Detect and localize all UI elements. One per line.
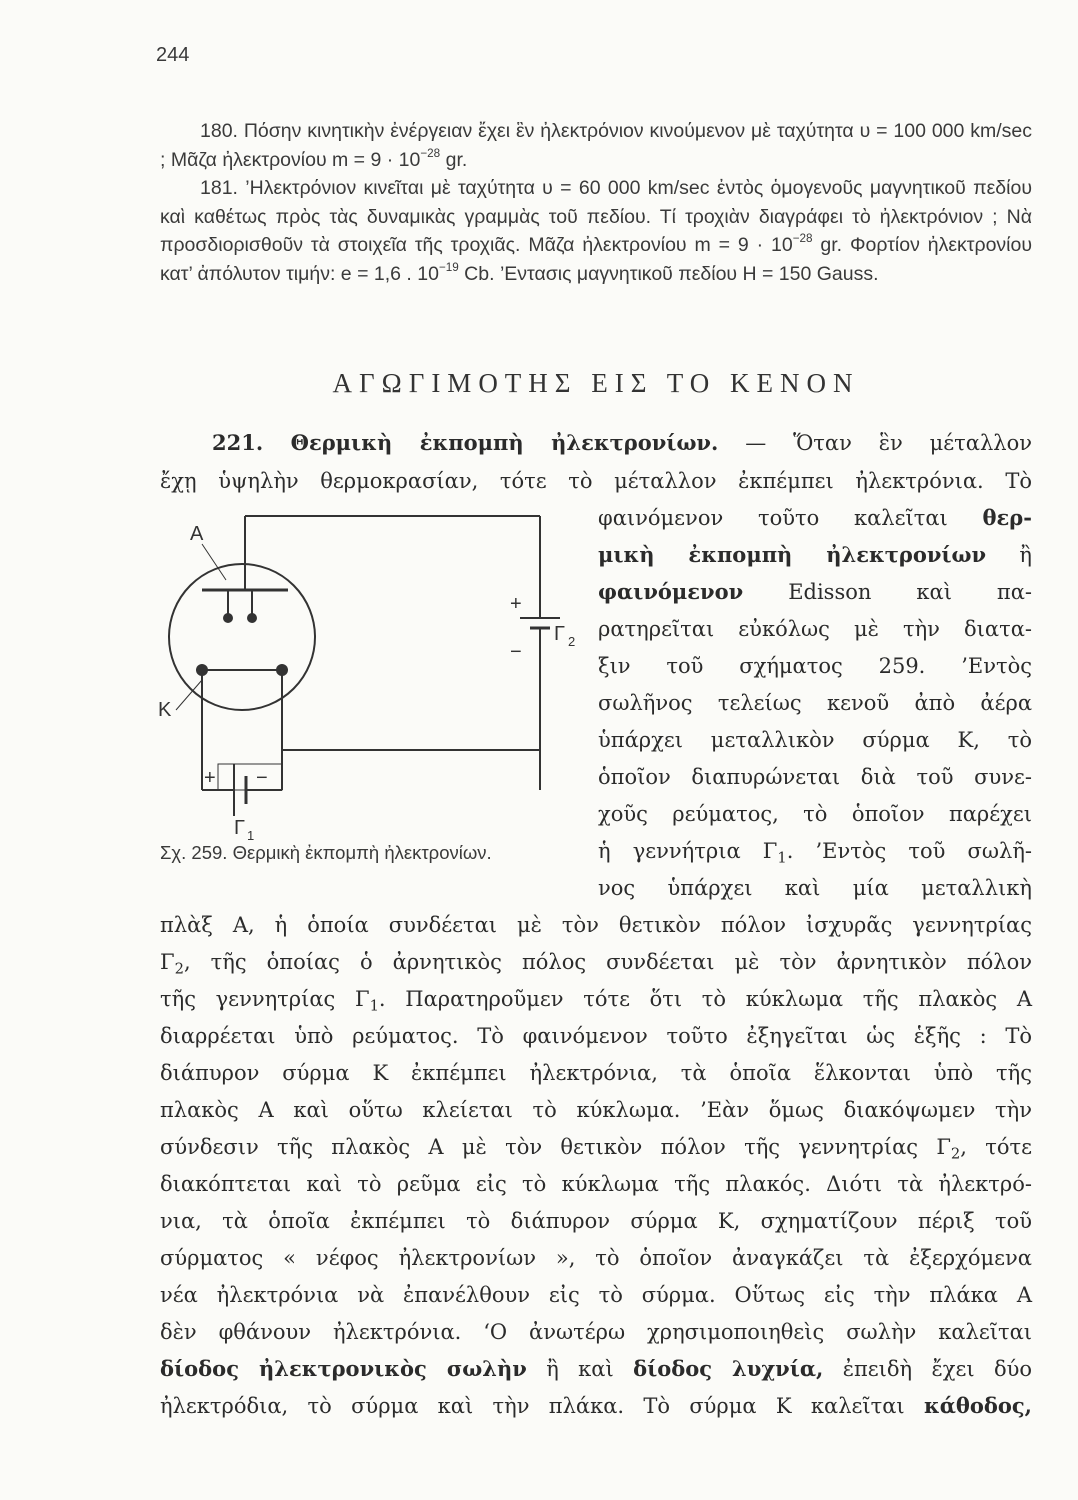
full-line-14-bold: κάθοδος, (923, 1393, 1032, 1418)
label-g1: Γ (234, 817, 246, 839)
filament-node-left (196, 664, 208, 676)
problem-180 (160, 117, 1032, 174)
col-line-10 (598, 836, 1032, 866)
col-line-2 (598, 540, 1032, 570)
vacuum-tube-envelope (169, 564, 315, 710)
problem-181-mid: gr. Φορτίον ἠλεκτρονίου κατ’ ἀπόλυτον τιμήν: e = 1,6 . 10 (160, 234, 1033, 285)
g1-minus: − (256, 767, 268, 789)
col-line-3-bold: φαινόμενον (598, 579, 744, 604)
filament-node-right (276, 664, 288, 676)
problem-181-end: Cb. ’Εντασις μαγνητικοῦ πεδίου H = 150 Gauss. (458, 262, 879, 285)
problem-181-exponent-1: −28 (792, 232, 813, 246)
text-line-1 (160, 428, 1032, 458)
problem-181 (160, 174, 1032, 288)
col-line-5: ξιν τοῦ σχήματος 259. ’Εντὸς (598, 654, 1032, 678)
full-line-13-plain-1: ἢ καὶ (546, 1357, 614, 1381)
problem-180-unit: gr. (440, 148, 468, 171)
col-line-1-plain: φαινόμενον τοῦτο καλεῖται (598, 506, 948, 530)
col-line-9: χοῦς ρεύματος, τὸ ὁποῖον παρέχει (598, 802, 1032, 826)
full-line-9: νια, τὰ ὁποῖα ἐκπέμπει τὸ διάπυρον σύρμα Κ, σχηματίζουν πέριξ τοῦ (160, 1209, 1032, 1233)
col-line-2-plain: ἢ (1019, 543, 1032, 567)
col-line-4: ρατηρεῖται εὐκόλως μὲ τὴν διατα- (598, 617, 1032, 641)
full-line-12: δὲν φθάνουν ἠλεκτρόνια. ‘Ο ἀνωτέρω χρησιμοποιηθεὶς σωλὴν καλεῖται (160, 1320, 1032, 1344)
problem-180-exponent: −28 (420, 146, 441, 160)
full-line-2-post: , τῆς ὁποίας ὁ ἀρνητικὸς πόλος συνδέεται μὲ τὸν ἀρνητικὸν πόλον (183, 950, 1032, 974)
g2-plus: + (510, 593, 522, 615)
full-line-3-post: . Παρατηροῦμεν τότε ὅτι τὸ κύκλωμα τῆς πλακὸς Α (378, 987, 1032, 1011)
full-line-1: πλὰξ Α, ἡ ὁποία συνδέεται μὲ τὸν θετικὸν πόλον ἰσχυρᾶς γεννητρίας (160, 913, 1032, 937)
emitter-dot-1 (223, 613, 233, 623)
label-a: A (190, 523, 204, 545)
col-line-1-bold: θερ- (982, 505, 1032, 530)
full-line-13-plain-2: ἐπειδὴ ἔχει δύο (842, 1357, 1032, 1381)
col-line-7: ὑπάρχει μεταλλικὸν σύρμα Κ, τὸ (598, 728, 1032, 752)
full-line-3 (160, 984, 1032, 1014)
g2-minus: − (510, 641, 522, 663)
full-line-7-pre: σύνδεσιν τῆς πλακὸς Α μὲ τὸν θετικὸν πόλον τῆς γεννητρίας Γ (160, 1135, 951, 1159)
page-number: 244 (156, 44, 190, 66)
col-line-1 (598, 503, 1032, 533)
emitter-dot-2 (247, 613, 257, 623)
full-line-4: διαρρέεται ὑπὸ ρεύματος. Τὸ φαινόμενον τοῦτο ἐξηγεῖται ὡς ἑξῆς : Τὸ (160, 1024, 1032, 1048)
section-heading: ΑΓΩΓΙΜΟΤΗΣ ΕΙΣ ΤΟ ΚΕΝΟΝ (332, 368, 860, 398)
full-line-7 (160, 1132, 1032, 1162)
text-line-2: ἔχῃ ὑψηλὴν θερμοκρασίαν, τότε τὸ μέταλλον ἐκπέμπει ἠλεκτρόνια. Τὸ (160, 469, 1032, 493)
problem-181-exponent-2: −19 (438, 260, 459, 274)
col-line-2-bold: μικὴ ἐκπομπὴ ἠλεκτρονίων (598, 542, 987, 567)
diode-circuit-figure (150, 510, 590, 850)
problems-block (160, 117, 1032, 288)
col-line-3 (598, 577, 1032, 607)
full-line-6: πλακὸς Α καὶ οὕτω κλείεται τὸ κύκλωμα. ’Εὰν ὅμως διακόψωμεν τὴν (160, 1098, 1032, 1122)
full-line-10: σύρματος « νέφος ἠλεκτρονίων », τὸ ὁποῖον ἀναγκάζει τὰ ἐξερχόμενα (160, 1246, 1032, 1270)
label-g2: Γ (554, 623, 566, 645)
paragraph-number: 221. Θερμικὴ ἐκπομπὴ ἠλεκτρονίων. (212, 430, 719, 455)
full-line-13 (160, 1354, 1032, 1384)
g1-plus: + (204, 767, 216, 789)
figure-caption: Σχ. 259. Θερμικὴ ἐκπομπὴ ἠλεκτρονίων. (160, 842, 492, 863)
full-line-14 (160, 1391, 1032, 1421)
full-line-2-pre: Γ (160, 950, 175, 974)
label-g2-sub: 2 (568, 634, 576, 649)
col-line-10-pre: ἡ γεννήτρια Γ (598, 839, 778, 863)
full-line-5: διάπυρον σύρμα Κ ἐκπέμπει ἠλεκτρόνια, τὰ ὁποῖα ἕλκονται ὑπὸ τῆς (160, 1061, 1032, 1085)
problem-180-line2: υ = 100 000 km/sec ; Μᾶζα ἠλεκτρονίου m = 9 · 10 (160, 120, 1032, 171)
full-line-7-sub: 2 (950, 1145, 961, 1163)
label-g1-sub: 1 (247, 828, 255, 843)
col-line-10-post: . ’Εντὸς τοῦ σωλῆ- (786, 839, 1032, 863)
full-line-14-plain: ἠλεκτρόδια, τὸ σύρμα καὶ τὴν πλάκα. Τὸ σύρμα Κ καλεῖται (160, 1394, 905, 1418)
full-line-13-bold-1: δίοδος ἠλεκτρονικὸς σωλὴν (160, 1356, 527, 1381)
col-line-11: νος ὑπάρχει καὶ μία μεταλλικὴ (598, 876, 1032, 900)
full-line-8: διακόπτεται καὶ τὸ ρεῦμα εἰς τὸ κύκλωμα τῆς πλακός. Διότι τὰ ἠλεκτρό- (160, 1172, 1032, 1196)
problem-181-text: 181. ’Ηλεκτρόνιον κινεῖται μὲ ταχύτητα υ = 60 000 km/sec ἐντὸς ὁμογενοῦς μαγνητικοῦ πεδίου καὶ καθέτως πρὸς τὰς δυναμικὰς γραμμὰς τοῦ πεδίου. Τί τροχιὰν διαγράφει τὸ ἠλεκτρόνιον ; Νὰ προσδιορισθοῦν τὰ στοιχεῖα τῆς τροχιᾶς. Μᾶζα ἠλεκτρονίου m = 9 · 10 (160, 177, 1032, 256)
full-line-2 (160, 947, 1032, 977)
label-k: K (158, 699, 172, 721)
full-line-7-post: , τότε (960, 1135, 1032, 1159)
problem-180-line1: 180. Πόσην κινητικὴν ἐνέργειαν ἔχει ἓν ἠλεκτρόνιον κινούμενον μὲ ταχύτητα (200, 120, 854, 142)
col-line-3-plain: Edisson καὶ πα- (788, 580, 1032, 604)
full-line-13-bold-2: δίοδος λυχνία, (633, 1356, 824, 1381)
text-line-1-rest: — Ὅταν ἓν μέταλλον (745, 431, 1032, 455)
full-line-11: νέα ἠλεκτρόνια νὰ ἐπανέλθουν εἰς τὸ σύρμα. Οὕτως εἰς τὴν πλάκα Α (160, 1283, 1032, 1307)
col-line-10-sub: 1 (777, 849, 787, 867)
col-line-8: ὁποῖον διαπυρώνεται διὰ τοῦ συνε- (598, 765, 1032, 789)
full-line-3-sub: 1 (369, 997, 379, 1015)
full-line-3-pre: τῆς γεννητρίας Γ (160, 987, 370, 1011)
col-line-6: σωλῆνος τελείως κενοῦ ἀπὸ ἀέρα (598, 691, 1032, 715)
g1-frame (218, 764, 282, 790)
full-line-2-sub: 2 (174, 960, 184, 978)
